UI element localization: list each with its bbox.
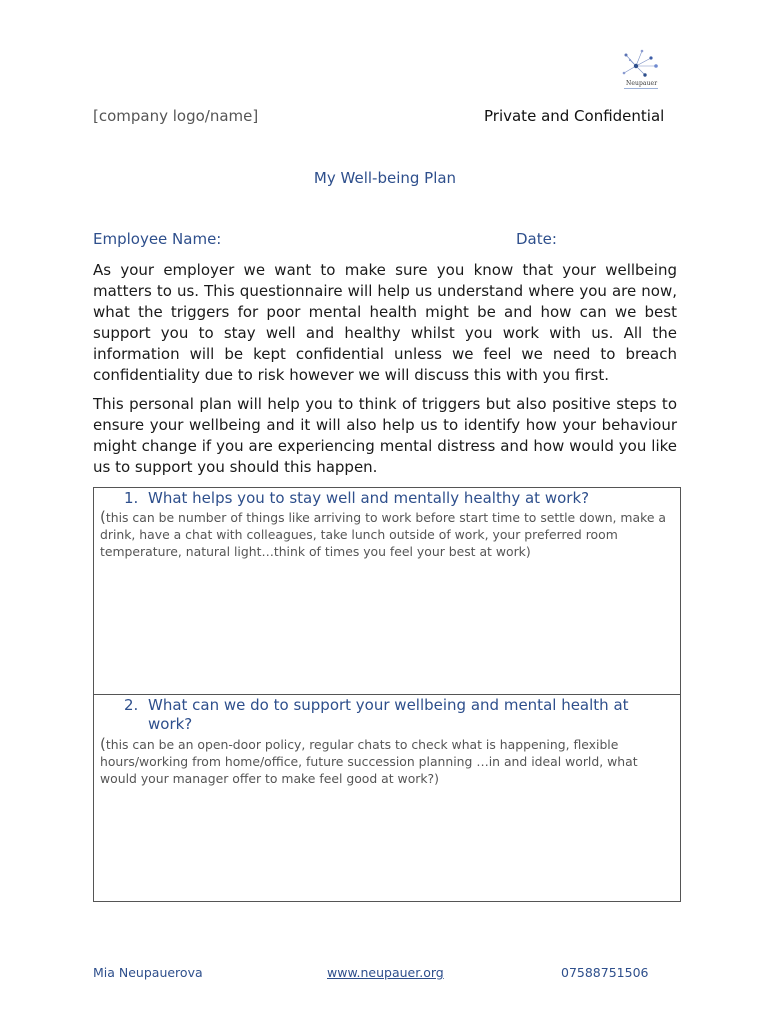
question-1-hint-text: this can be number of things like arriving to work before start time to settle down, make a drink, have a chat with colleagues, take lunch outside of work, your preferred room temperature, natural light…think of times you feel your best at work) xyxy=(100,510,666,559)
footer-phone: 07588751506 xyxy=(561,965,649,980)
question-2-text: What can we do to support your wellbeing and mental health at work? xyxy=(148,696,629,733)
logo-underline xyxy=(624,88,658,89)
footer-website-link[interactable]: www.neupauer.org xyxy=(327,965,444,980)
network-logo-icon xyxy=(612,46,668,80)
footer-name: Mia Neupauerova xyxy=(93,965,203,980)
question-1-number: 1. xyxy=(124,489,139,507)
question-1-heading xyxy=(124,489,650,508)
employee-name-label: Employee Name: xyxy=(93,230,222,248)
date-label: Date: xyxy=(516,230,557,248)
confidential-label: Private and Confidential xyxy=(484,107,665,125)
question-1-hint xyxy=(100,509,666,560)
question-2-box[interactable] xyxy=(93,694,681,902)
company-logo xyxy=(612,46,668,96)
question-1-hint-paren: ( xyxy=(100,508,106,526)
logo-wordmark: Neupauer xyxy=(626,80,658,87)
question-2-heading xyxy=(124,696,650,734)
question-2-hint xyxy=(100,736,666,787)
company-placeholder: [company logo/name] xyxy=(93,107,259,125)
intro-paragraph-1: As your employer we want to make sure you know that your wellbeing matters to us. This questionnaire will help us understand where you are now, what the triggers for poor mental health might be and how can we best support you to stay well and healthy whilst you work with us. All the information will be kept confidential unless we feel we need to breach confidentiality due to risk however we will discuss this with you first. xyxy=(93,261,677,384)
question-2-number: 2. xyxy=(124,696,139,714)
intro-paragraph-2: This personal plan will help you to think of triggers but also positive steps to ensure your wellbeing and it will also help us to identify how your behaviour might change if you are experiencing mental distress and how would you like us to support you should this happen. xyxy=(93,395,677,476)
question-2-hint-paren: ( xyxy=(100,735,106,753)
document-title: My Well-being Plan xyxy=(313,169,457,187)
question-1-text: What helps you to stay well and mentally healthy at work? xyxy=(148,489,590,507)
question-1-box[interactable] xyxy=(93,487,681,695)
question-2-hint-text: this can be an open-door policy, regular chats to check what is happening, flexible hours/working from home/office, future succession planning …in and ideal world, what would your manager offer to make feel good at work?) xyxy=(100,737,638,786)
